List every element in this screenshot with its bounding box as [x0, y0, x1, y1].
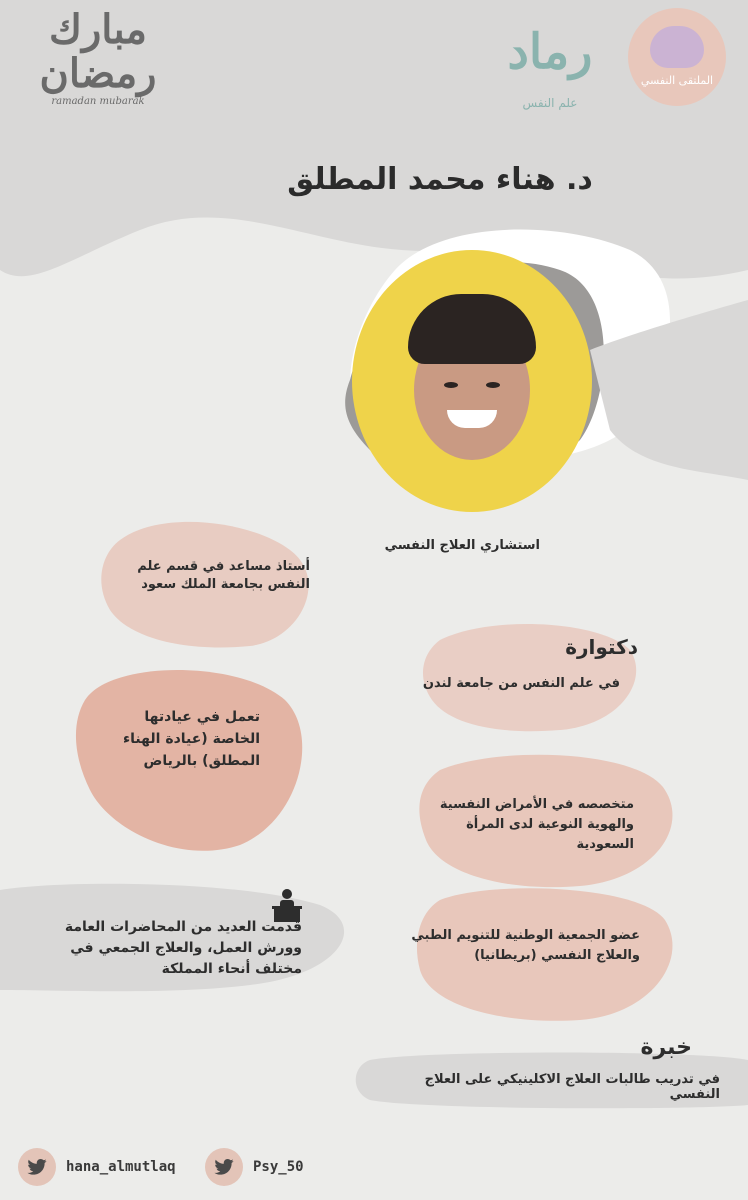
multaqa-logo [628, 8, 726, 106]
ramad-logo-subtitle: علم النفس [522, 96, 578, 110]
specialty-text: متخصصه في الأمراض النفسية والهوية النوعية لدى المرأة السعودية [439, 797, 634, 852]
doctorate-heading: دكتوارة [565, 635, 638, 659]
experience-heading: خبرة [640, 1035, 692, 1060]
assistant-prof-text: أستاذ مساعد في قسم علم النفس بجامعة الملك سعود [137, 559, 310, 592]
twitter-handle-1: hana_almutlaq [66, 1159, 176, 1175]
social-link-2[interactable] [205, 1148, 304, 1186]
profile-photo [352, 250, 592, 512]
ramadan-logo-subtext: ramadan mubarak [51, 96, 145, 107]
ramadan-mubarak-logo [18, 8, 178, 128]
clinic-text: تعمل في عيادتها الخاصة (عيادة الهناء المطلق) بالرياض [123, 709, 260, 769]
membership-text: عضو الجمعية الوطنية للتنويم الطبي والعلاج النفسي (بريطانيا) [411, 928, 640, 963]
twitter-handle-2: Psy_50 [253, 1159, 304, 1175]
ramadan-logo-text: مبارك رمضان [39, 6, 157, 97]
doctorate-text: في علم النفس من جامعة لندن [422, 676, 620, 691]
ramad-logo [505, 8, 595, 133]
experience-text: في تدريب طالبات العلاج الاكلينيكي على العلاج النفسي [424, 1072, 720, 1102]
brain-icon [650, 26, 704, 68]
ramad-logo-mark: رماد [507, 24, 593, 80]
lectures-text: قدمت العديد من المحاضرات العامة وورش العمل، والعلاج الجمعي في مختلف أنحاء المملكة [64, 919, 302, 977]
multaqa-logo-label: الملتقى النفسي [640, 74, 714, 87]
twitter-icon [205, 1148, 243, 1186]
profile-caption: استشاري العلاج النفسي [384, 538, 540, 553]
twitter-icon [18, 1148, 56, 1186]
page-title: د. هناء محمد المطلق [287, 162, 593, 197]
social-link-1[interactable] [18, 1148, 176, 1186]
